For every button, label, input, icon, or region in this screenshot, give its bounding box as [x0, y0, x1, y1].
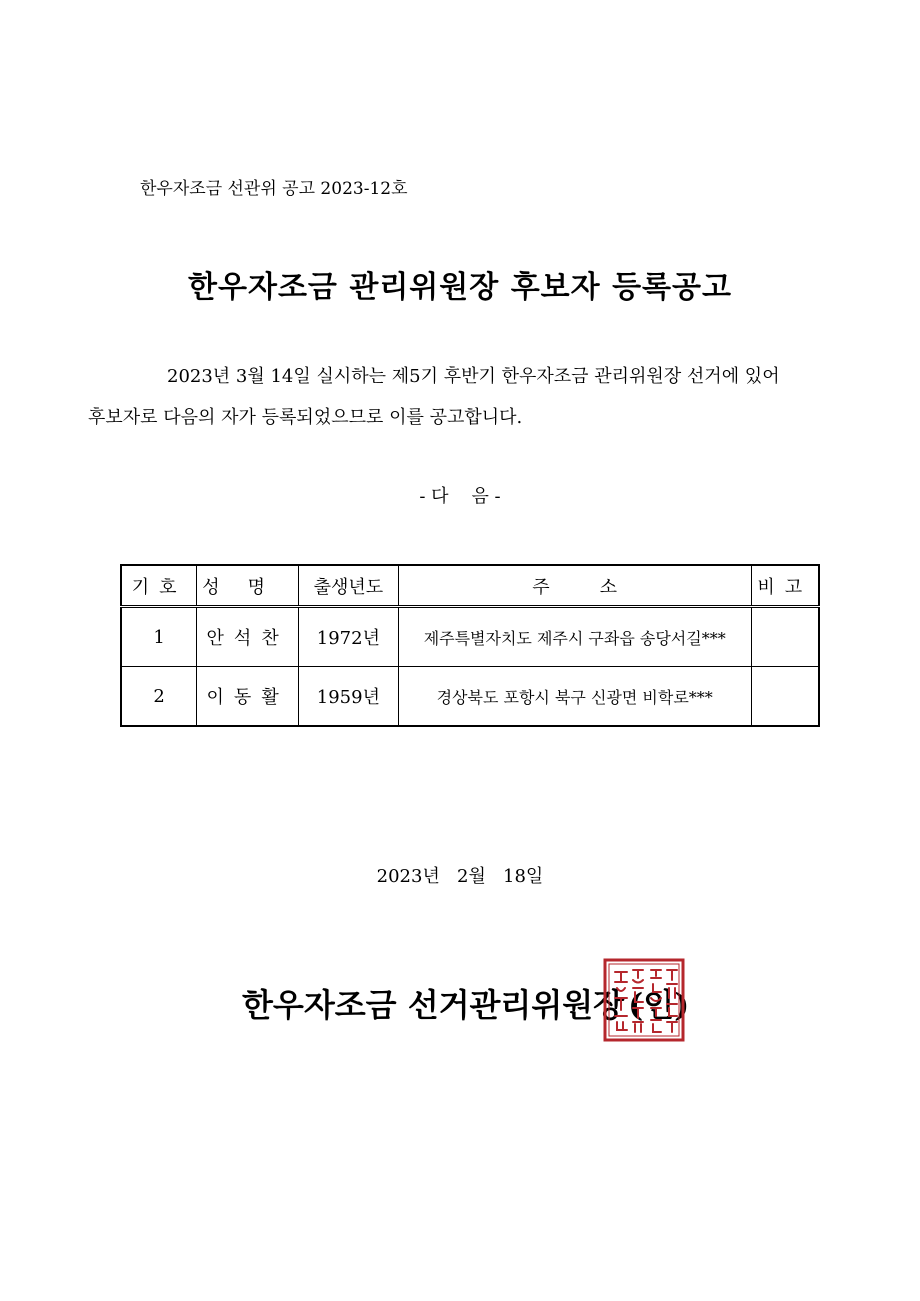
official-seal-stamp	[603, 958, 685, 1042]
cell-address: 제주특별자치도 제주시 구좌읍 송당서길***	[398, 607, 751, 667]
body-text-line-1: 2023년 3월 14일 실시하는 제5기 후반기 한우자조금 관리위원장 선거에 있어	[167, 366, 780, 387]
header-remarks: 비고	[751, 565, 819, 607]
table-row	[121, 667, 819, 727]
page-title: 한우자조금 관리위원장 후보자 등록공고	[188, 270, 732, 305]
seal-mark: (인)	[628, 986, 690, 1024]
follows-label: - 다 음 -	[419, 486, 501, 507]
cell-no: 1	[121, 607, 197, 667]
cell-no: 2	[121, 667, 197, 727]
cell-remarks	[751, 607, 819, 667]
cell-remarks	[751, 667, 819, 727]
issuer-title: 한우자조금 선거관리위원장	[242, 986, 625, 1024]
header-no: 기호	[121, 565, 197, 607]
cell-name: 이동활	[197, 667, 299, 727]
cell-address: 경상북도 포항시 북구 신광면 비학로***	[398, 667, 751, 727]
header-name: 성명	[197, 565, 299, 607]
cell-birth-year: 1959년	[299, 667, 399, 727]
table-header-row	[121, 565, 819, 607]
body-text-line-2: 후보자로 다음의 자가 등록되었으므로 이를 공고합니다.	[88, 407, 523, 428]
header-address: 주소	[398, 565, 751, 607]
candidate-table	[120, 564, 820, 727]
cell-name: 안석찬	[197, 607, 299, 667]
cell-birth-year: 1972년	[299, 607, 399, 667]
notice-date: 2023년 2월 18일	[376, 866, 544, 887]
header-birth-year: 출생년도	[299, 565, 399, 607]
table-row	[121, 607, 819, 667]
notice-number: 한우자조금 선관위 공고 2023-12호	[140, 179, 408, 199]
